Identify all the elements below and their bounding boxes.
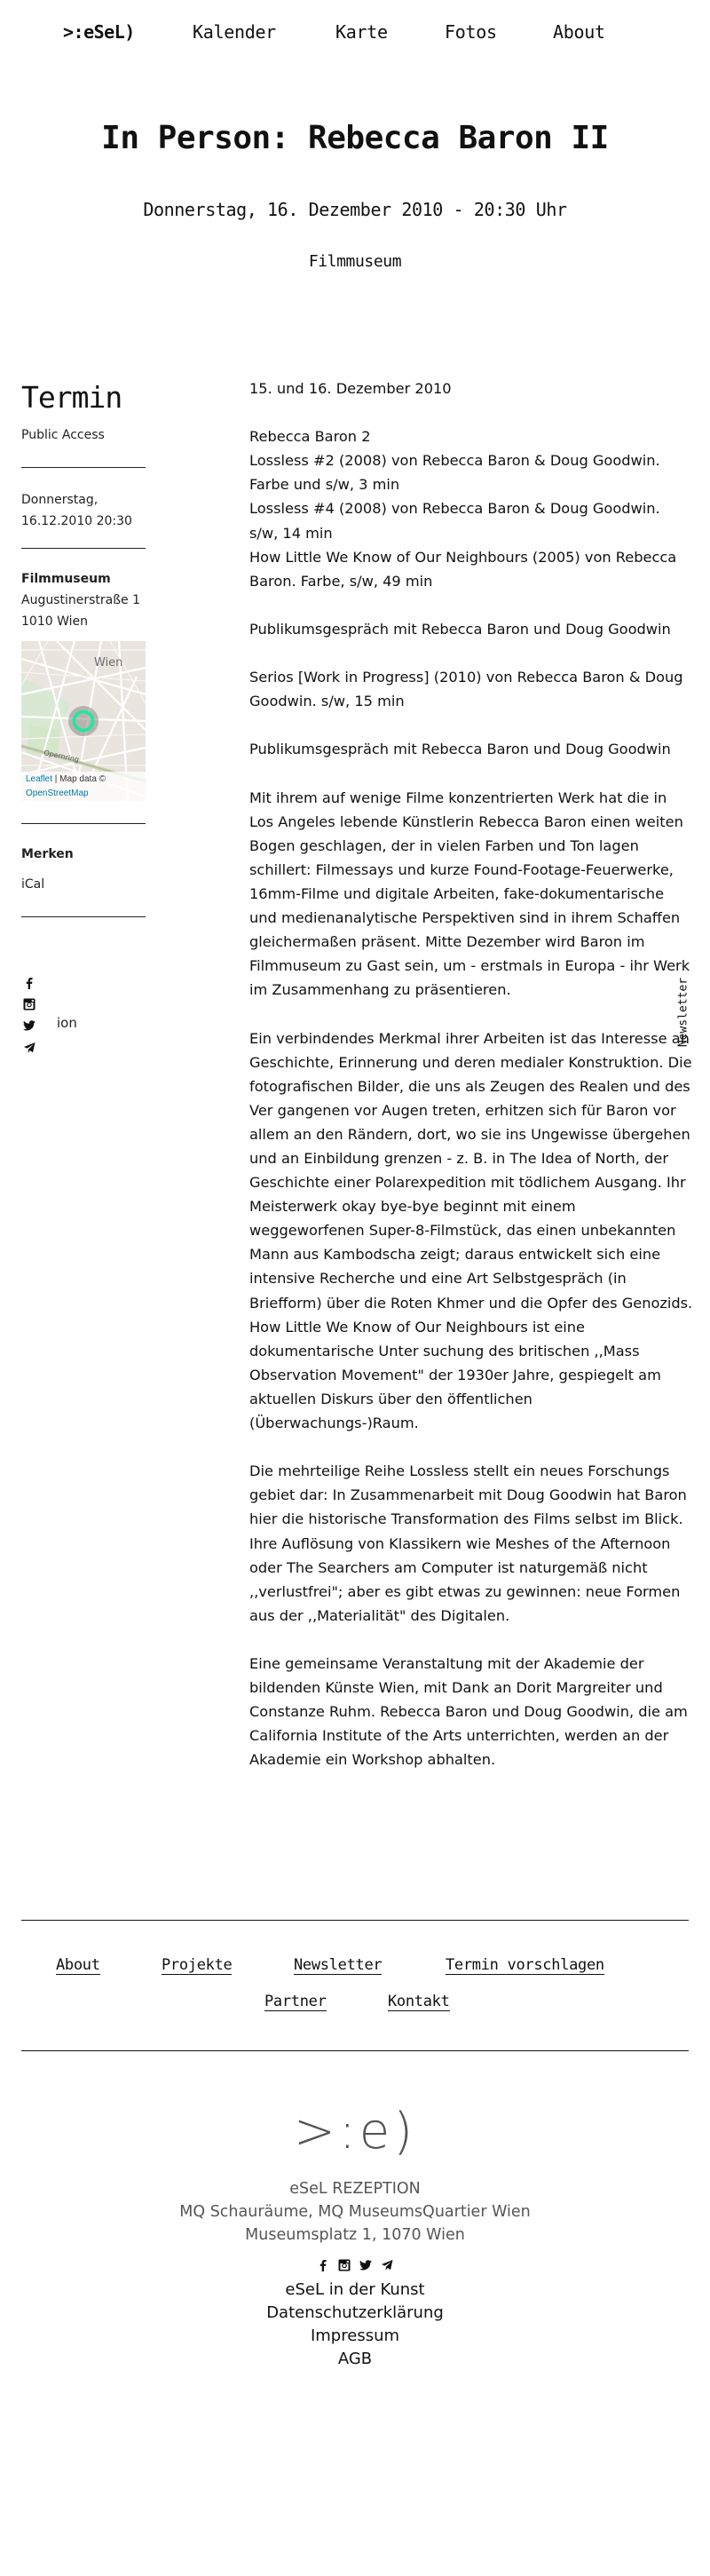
date-line-2: 16.12.2010 20:30 [21, 514, 132, 528]
event-datetime: Donnerstag, 16. Dezember 2010 - 20:30 Uhr [143, 199, 567, 220]
paragraph: Ein verbindendes Merkmal ihrer Arbeiten ist das Interesse an Geschichte, Erinnerung und deren medialer Konstruktion. Die fotografischen Bilder, die uns als Zeugen des Realen und des Ver gangenen vor Augen treten, erhitzen sich für Baron vor allem an den Rändern, dort, wo sie ins Ungewisse übergehen und an Einbildung grenzen - z. B. in The Idea of North, der Geschichte einer Polarexpedition mit tödlichem Ausgang. Ihr Meisterwerk okay bye-bye beginnt mit einem weggeworfenen Super-8-Filmstück, das einen unbekannten Mann aus Kambodscha zeigt; daraus entwickelt sich eine intensive Recherche und eine Art Selbstgespräch (in Briefform) über die Roten Khmer und die Opfer des Genozids. How Little We Know of Our Neighbours ist eine dokumentarische Unter suchung des britischen ,,Mass Observation Movement" der 1930er Jahre, gespiegelt am aktuellen Diskurs über den öffentlichen (Überwachungs-)Raum. [249, 1029, 693, 1432]
paragraph: Die mehrteilige Reihe Lossless stellt ein neues Forschungs gebiet dar: In Zusammenarbeit mit Doug Goodwin hat Baron hier die historische Transformation des Films selbst im Blick. Ihre Auflösung von Klassikern wie Meshes of the Afternoon oder The Searchers am Computer ist naturgemäß nicht ,,verlustfrei"; aber es gibt etwas zu gewinnen: neue Formen aus der ,,Materialität" des Digitalen. [249, 1462, 687, 1624]
nav-kalender[interactable]: Kalender [193, 21, 276, 43]
footer-link-about[interactable]: About [56, 1956, 100, 1974]
paragraph: Publikumsgespräch mit Rebecca Baron und Doug Goodwin [249, 620, 671, 638]
footer-link-agb[interactable]: AGB [337, 2350, 373, 2368]
telegram-icon[interactable] [23, 1041, 36, 1058]
top-navigation [0, 20, 710, 46]
truncated-text: ion [57, 1015, 77, 1031]
map-attribution: Leaflet | Map data © OpenStreetMap [21, 772, 146, 801]
sidebar-heading: Termin [21, 380, 122, 415]
footer-link-partner[interactable]: Partner [264, 1993, 327, 2010]
footer-logo: >:e) [293, 2103, 417, 2160]
leaflet-link[interactable]: Leaflet [26, 774, 53, 784]
paragraph: Mit ihrem auf wenige Filme konzentrierten Werk hat die in Los Angeles lebende Künstlerin Rebecca Baron einen weiten Bogen geschlagen, der in vielen Farben und Ton lagen schillert: Filmessays und kurze Found-Footage-Feuerwerke, 16mm-Filme und digitale Arbeiten, fake-dokumentarische und medienanalytische Perspektiven sind in ihrem Schaffen gleichermaßen präsent. Mitte Dezember wird Baron im Filmmuseum zu Gast sein, um - erstmals in Europa - ihr Werk im Zusammenhang zu präsentieren. [249, 789, 690, 999]
footer-link-termin-vorschlagen[interactable]: Termin vorschlagen [446, 1956, 604, 1974]
site-logo[interactable]: >:eSeL) [63, 21, 135, 43]
twitter-icon[interactable] [23, 1019, 36, 1035]
footer-address-line: Museumsplatz 1, 1070 Wien [245, 2226, 465, 2244]
facebook-icon[interactable] [317, 2258, 329, 2271]
footer-link-esel-in-der-kunst[interactable]: eSeL in der Kunst [285, 2280, 425, 2299]
osm-link[interactable]: OpenStreetMap [26, 789, 89, 798]
ical-link[interactable]: iCal [21, 877, 45, 892]
footer-divider-top [21, 1920, 689, 1921]
location-street: Augustinerstraße 1 [21, 593, 141, 607]
event-sidebar [21, 380, 146, 917]
footer-social [0, 2258, 710, 2271]
footer-divider-bottom [21, 2050, 689, 2051]
facebook-icon[interactable] [23, 976, 36, 993]
map-street-label: Opernring [43, 749, 80, 765]
paragraph: Publikumsgespräch mit Rebecca Baron und Doug Goodwin [249, 741, 671, 758]
footer-legal-links [0, 2279, 710, 2371]
footer-link-datenschutz[interactable]: Datenschutzerklärung [266, 2303, 444, 2322]
location-city: 1010 Wien [21, 614, 88, 629]
footer-address [0, 2177, 710, 2247]
divider [21, 916, 146, 917]
save-heading: Merken [21, 847, 74, 861]
twitter-icon[interactable] [359, 2258, 372, 2271]
instagram-icon[interactable] [338, 2258, 351, 2271]
location-map[interactable] [21, 641, 146, 801]
footer-link-kontakt[interactable]: Kontakt [388, 1993, 450, 2010]
footer-org-name: eSeL REZEPTION [289, 2180, 421, 2198]
event-venue: Filmmuseum [308, 252, 402, 271]
footer-link-newsletter[interactable]: Newsletter [294, 1956, 383, 1974]
event-title: In Person: Rebecca Baron II [101, 120, 609, 156]
paragraph: Serios [Work in Progress] (2010) von Rebecca Baron & Doug Goodwin. s/w, 15 min [249, 669, 683, 710]
event-description [249, 376, 693, 1796]
paragraph: 15. und 16. Dezember 2010 [249, 380, 452, 397]
date-line-1: Donnerstag, [21, 493, 99, 507]
footer-address-line: MQ Schauräume, MQ MuseumsQuartier Wien [179, 2203, 531, 2221]
map-city-label: Wien [94, 656, 123, 670]
paragraph: Eine gemeinsame Veranstaltung mit der Akademie der bildenden Künste Wien, mit Dank an Dorit Margreiter und Constanze Ruhm. Rebecca Baron und Doug Goodwin, die am California Institute of the Arts unterrichten, werden an der Akademie ein Workshop abhalten. [249, 1654, 688, 1769]
newsletter-tab-label: Newsletter [676, 977, 690, 1048]
instagram-icon[interactable] [23, 997, 36, 1014]
footer-link-impressum[interactable]: Impressum [310, 2326, 400, 2345]
footer-link-projekte[interactable]: Projekte [162, 1956, 233, 1974]
nav-fotos[interactable]: Fotos [445, 21, 497, 43]
newsletter-tab[interactable] [671, 972, 696, 1052]
access-type: Public Access [21, 428, 105, 442]
nav-about[interactable]: About [553, 21, 605, 43]
nav-karte[interactable]: Karte [335, 21, 388, 43]
paragraph: Rebecca Baron 2 Lossless #2 (2008) von Rebecca Baron & Doug Goodwin. Farbe und s/w, 3 min Lossless #4 (2008) von Rebecca Baron & Doug Goodwin. s/w, 14 min How Little We Know of Our Neighbours (2005) von Rebecca Baron. Farbe, s/w, 49 min [249, 428, 677, 590]
location-name[interactable]: Filmmuseum [21, 572, 111, 586]
telegram-icon[interactable] [381, 2258, 393, 2271]
